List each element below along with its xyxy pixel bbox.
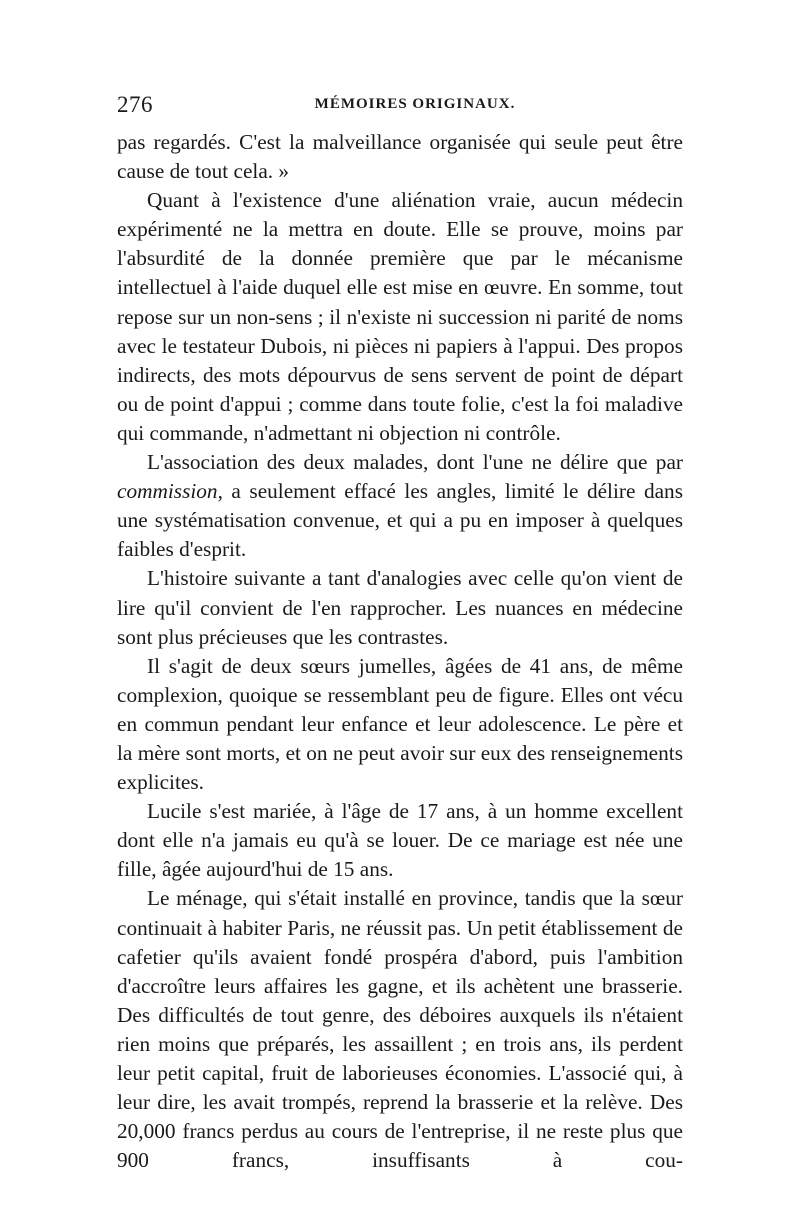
- body-text: [117, 128, 683, 1175]
- paragraph-menage: Le ménage, qui s'était installé en province, tandis que la sœur continuait à habiter Paris, ne réussit pas. Un petit établissement de cafetier qu'ils avaient fondé prospéra d'abord, puis l'ambition d'accroître leurs affaires les gagne, et ils achètent une brasserie. Des difficultés de tout genre, des déboires auxquels ils n'étaient rien moins que préparés, les assaillent ; en trois ans, ils perdent leur petit capital, fruit de laborieuses économies. L'associé qui, à leur dire, les avait trompés, reprend la brasserie et la relève. Des 20,000 francs perdus au cours de l'entreprise, il ne reste plus que 900 francs, insuffisants à cou-: [117, 886, 683, 1173]
- paragraph-association: [117, 448, 683, 564]
- paragraph-continuation: pas regardés. C'est la malveillance organisée qui seule peut être cause de tout cela. »: [117, 130, 683, 184]
- page-number: 276: [117, 92, 153, 117]
- page-header: [117, 92, 683, 122]
- italic-term-commission: commission: [117, 479, 218, 504]
- paragraph-histoire: L'histoire suivante a tant d'analogies avec celle qu'on vient de lire qu'il convient de l'en rapprocher. Les nuances en médecine sont plus précieuses que les contrastes.: [117, 566, 683, 649]
- paragraph-association-start: L'association des deux malades, dont l'une ne délire que par: [147, 450, 683, 475]
- paragraph-lucile: Lucile s'est mariée, à l'âge de 17 ans, à un homme excellent dont elle n'a jamais eu qu'à se louer. De ce mariage est née une fille, âgée aujourd'hui de 15 ans.: [117, 799, 683, 882]
- paragraph-alienation: Quant à l'existence d'une aliénation vraie, aucun médecin expérimenté ne la mettra en doute. Elle se prouve, moins par l'absurdité de la donnée première que par le mécanisme intellectuel à l'aide duquel elle est mise en œuvre. En somme, tout repose sur un non-sens ; il n'existe ni succession ni parité de noms avec le testateur Dubois, ni pièces ni papiers à l'appui. Des propos indirects, des mots dépourvus de sens servent de point de départ ou de point d'appui ; comme dans toute folie, c'est la foi maladive qui commande, n'admettant ni objection ni contrôle.: [117, 188, 683, 445]
- paragraph-jumelles: Il s'agit de deux sœurs jumelles, âgées de 41 ans, de même complexion, quoique se ressemblant peu de figure. Elles ont vécu en commun pendant leur enfance et leur adolescence. Le père et la mère sont morts, et on ne peut avoir sur eux des renseignements explicites.: [117, 653, 683, 795]
- running-title: MÉMOIRES ORIGINAUX.: [314, 96, 516, 112]
- paragraph-association-end: , a seulement effacé les angles, limité le délire dans une systématisation convenue, et qui a pu en imposer à quelques faibles d'esprit.: [117, 479, 683, 562]
